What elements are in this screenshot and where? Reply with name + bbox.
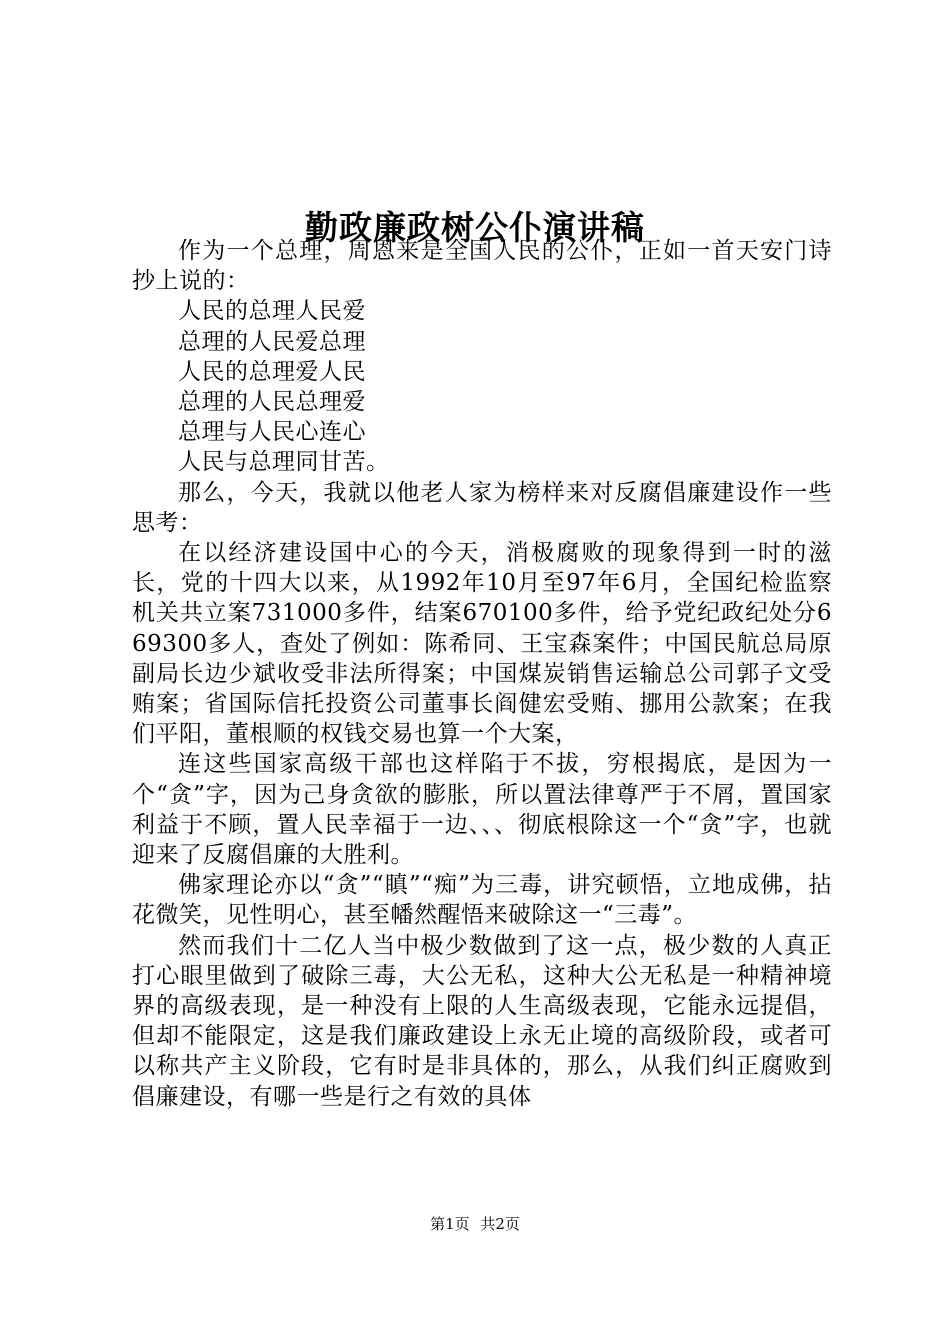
document-body xyxy=(132,236,832,1112)
verse-line-3: 人民的总理爱人民 xyxy=(178,358,366,385)
paragraph-selflessness: 然而我们十二亿人当中极少数做到了这一点，极少数的人真正打心眼里做到了破除三毒，大公无私，这种大公无私是一种精神境界的高级表现，是一种没有上限的人生高级表现，它能永远提倡，但却不能限定，这是我们廉政建设上永无止境的高级阶段，或者可以称共产主义阶段，它有时是非具体的，那么，从我们纠正腐败到倡廉建设，有哪一些是行之有效的具体 xyxy=(132,932,832,1110)
page-total: 共2页 xyxy=(480,1215,520,1233)
page-footer xyxy=(0,1214,950,1234)
paragraph-corruption-cases: 在以经济建设国中心的今天，消极腐败的现象得到一时的滋长，党的十四大以来，从1992年10月至97年6月，全国纪检监察机关共立案731000多件，结案670100多件，给予党纪政纪处分669300多人，查处了例如：陈希同、王宝森案件；中国民航总局原副局长边少斌收受非法所得案；中国煤炭销售运输总公司郭子文受贿案；省国际信托投资公司董事长阎健宏受贿、挪用公款案；在我们平阳，董根顺的权钱交易也算一个大案， xyxy=(132,540,832,748)
verse-line-2: 总理的人民爱总理 xyxy=(178,328,366,355)
verse-line-5: 总理与人民心连心 xyxy=(178,419,366,446)
verse-line-1: 人民的总理人民爱 xyxy=(178,298,366,325)
paragraph-three-poisons: 佛家理论亦以“贪”“瞋”“痴”为三毒，讲究顿悟，立地成佛，拈花微笑，见性明心，甚至幡然醒悟来破除这一“三毒”。 xyxy=(132,872,832,929)
verse-line-4: 总理的人民总理爱 xyxy=(178,389,366,416)
document-title: 勤政廉政树公仆演讲稿 xyxy=(305,208,645,248)
verse-line-6: 人民与总理同甘苦。 xyxy=(178,449,390,476)
paragraph-intro: 作为一个总理，周恩来是全国人民的公仆，正如一首天安门诗抄上说的： xyxy=(132,238,832,295)
paragraph-greed: 连这些国家高级干部也这样陷于不拔，穷根揭底，是因为一个“贪”字，因为己身贪欲的膨胀，所以置法律尊严于不屑，置国家利益于不顾，置人民幸福于一边、、、彻底根除这一个“贪”字，也就迎来了反腐倡廉的大胜利。 xyxy=(132,751,832,869)
page-number: 第1页 xyxy=(430,1215,470,1233)
paragraph-reflection: 那么，今天，我就以他老人家为榜样来对反腐倡廉建设作一些思考： xyxy=(132,479,832,536)
